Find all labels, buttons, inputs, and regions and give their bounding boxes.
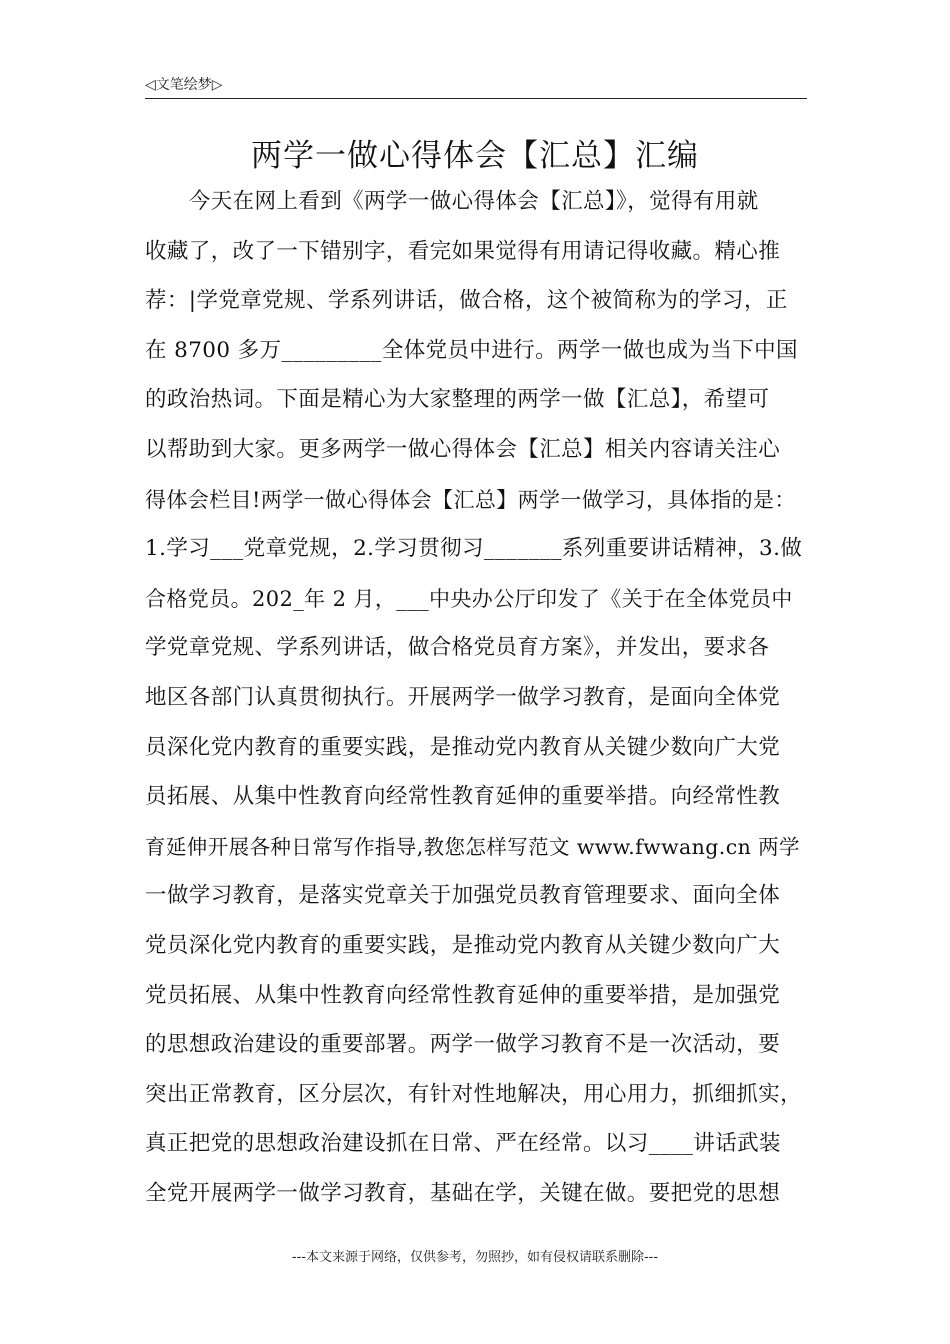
body-line: 全党开展两学一做学习教育，基础在学，关键在做。要把党的思想 bbox=[145, 1180, 781, 1206]
body-line: 的思想政治建设的重要部署。两学一做学习教育不是一次活动，要 bbox=[145, 1032, 781, 1058]
body-line: 收藏了，改了一下错别字，看完如果觉得有用请记得收藏。精心推 bbox=[145, 238, 781, 264]
body-line: 今天在网上看到《两学一做心得体会【汇总】》，觉得有用就 bbox=[145, 189, 759, 214]
body-line: 荐：|学党章党规、学系列讲话，做合格，这个被简称为的学习，正 bbox=[145, 288, 788, 314]
body-line: 地区各部门认真贯彻执行。开展两学一做学习教育，是面向全体党 bbox=[145, 684, 781, 710]
body-line: 党员拓展、从集中性教育向经常性教育延伸的重要举措，是加强党 bbox=[145, 982, 781, 1008]
document-title: 两学一做心得体会【汇总】汇编 bbox=[251, 138, 699, 174]
body-line: 员拓展、从集中性教育向经常性教育延伸的重要举措。向经常性教 bbox=[145, 784, 781, 810]
document-body bbox=[145, 180, 807, 1221]
body-line: 的政治热词。下面是精心为大家整理的两学一做【汇总】，希望可 bbox=[145, 387, 770, 413]
body-line: 党员深化党内教育的重要实践，是推动党内教育从关键少数向广大 bbox=[145, 932, 781, 958]
body-line: 突出正常教育，区分层次，有针对性地解决，用心用力，抓细抓实， bbox=[145, 1081, 803, 1107]
body-line: 合格党员。202_年 2 月，___中央办公厅印发了《关于在全体党员中 bbox=[145, 586, 793, 611]
body-line: 一做学习教育，是落实党章关于加强党员教育管理要求、面向全体 bbox=[145, 883, 781, 909]
body-line: 1.学习___党章党规，2.学习贯彻习_______系列重要讲话精神，3.做 bbox=[145, 536, 803, 562]
page-footer: ---本文来源于网络，仅供参考，勿照抄，如有侵权请联系删除--- bbox=[291, 1250, 659, 1265]
body-line: 员深化党内教育的重要实践，是推动党内教育从关键少数向广大党 bbox=[145, 734, 781, 760]
body-line: 得体会栏目!两学一做心得体会【汇总】两学一做学习，具体指的是： bbox=[145, 487, 796, 512]
body-line: 真正把党的思想政治建设抓在日常、严在经常。以习____讲话武装 bbox=[145, 1131, 781, 1157]
header-logo-text: ◁文笔绘梦▷ bbox=[145, 77, 223, 93]
body-line: 以帮助到大家。更多两学一做心得体会【汇总】相关内容请关注心 bbox=[145, 436, 781, 462]
page-header bbox=[145, 70, 807, 99]
body-line: 在 8700 多万_________全体党员中进行。两学一做也成为当下中国 bbox=[145, 337, 798, 363]
body-line: 学党章党规、学系列讲话，做合格党员育方案》，并发出，要求各 bbox=[145, 635, 770, 661]
body-line: 育延伸开展各种日常写作指导,教您怎样写范文 www.fwwang.cn 两学 bbox=[145, 834, 800, 859]
